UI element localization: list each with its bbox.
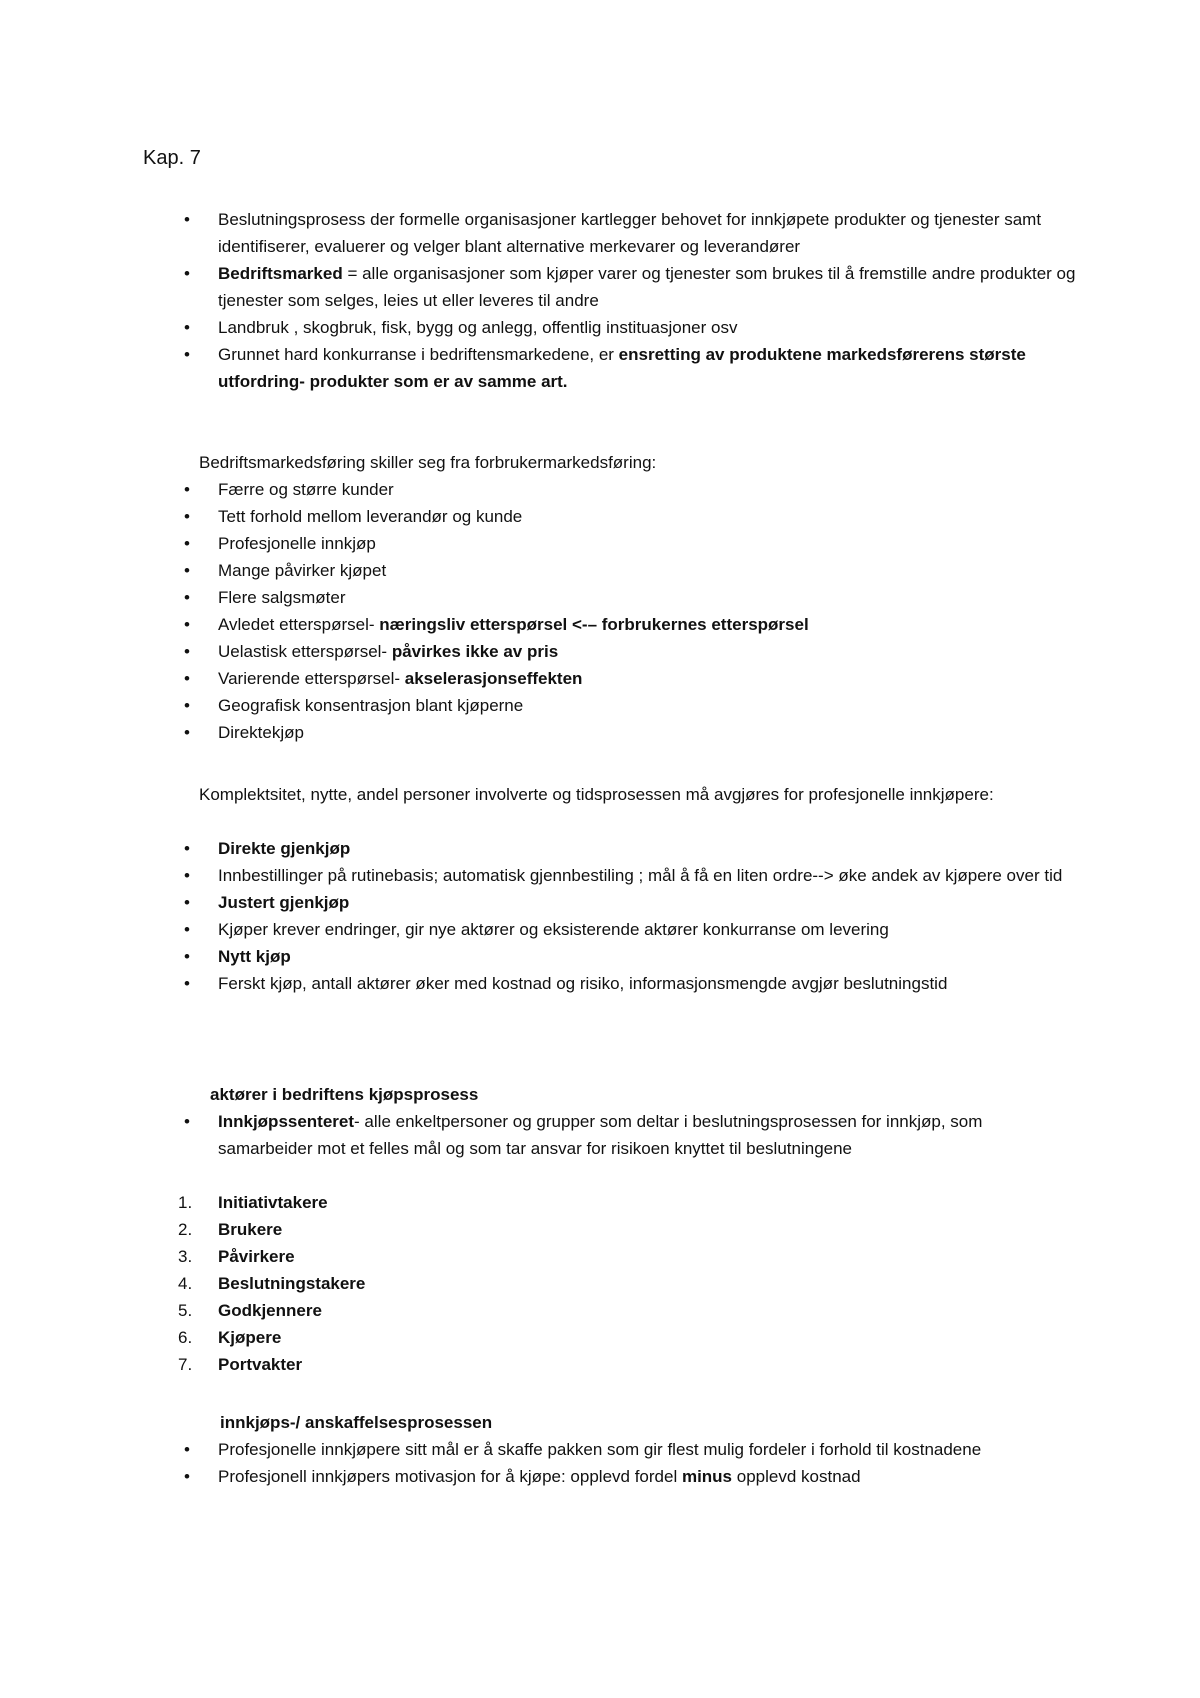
list-item-text: Bedriftsmarked xyxy=(218,264,343,283)
list-item-text: Profesjonelle innkjøpere sitt mål er å skaffe pakken som gir flest mulig fordeler i forhold til kostnadene xyxy=(218,1440,982,1459)
bullet-list-differences xyxy=(0,476,1078,746)
bullet-icon: • xyxy=(184,588,190,607)
bullet-icon: • xyxy=(184,210,190,229)
numbered-item-text: Kjøpere xyxy=(218,1328,282,1347)
numbered-item-text: Beslutningstakere xyxy=(218,1274,366,1293)
list-item xyxy=(0,314,1078,341)
list-item-text: Mange påvirker kjøpet xyxy=(218,561,387,580)
list-item xyxy=(0,530,1078,557)
bullet-icon: • xyxy=(184,669,190,688)
section-intro-buying-situations: Komplektsitet, nytte, andel personer involverte og tidsprosessen må avgjøres for profesjonelle innkjøpere: xyxy=(199,785,994,804)
list-item-text: Direktekjøp xyxy=(218,723,304,742)
list-item-text: Landbruk , skogbruk, fisk, bygg og anlegg, offentlig instituasjoner osv xyxy=(218,318,738,337)
list-item-text: Varierende etterspørsel- xyxy=(218,669,405,688)
list-item xyxy=(0,916,1078,943)
bullet-icon: • xyxy=(184,893,190,912)
numbered-list-roles xyxy=(0,1189,1078,1378)
list-item-text: Geografisk konsentrasjon blant kjøperne xyxy=(218,696,524,715)
list-item-text: Uelastisk etterspørsel- xyxy=(218,642,392,661)
list-item xyxy=(0,1436,1078,1463)
list-item xyxy=(0,557,1078,584)
list-item-text: Innbestillinger på rutinebasis; automatisk gjennbestiling ; mål å få en liten ordre--> øke andek av kjøpere over tid xyxy=(218,866,1063,885)
list-item xyxy=(0,1108,1078,1162)
numbered-item-text: Portvakter xyxy=(218,1355,303,1374)
numbered-item xyxy=(0,1297,1078,1324)
bullet-icon: • xyxy=(184,534,190,553)
bullet-icon: • xyxy=(184,920,190,939)
list-item xyxy=(0,970,1078,997)
list-item xyxy=(0,584,1078,611)
list-item-text: Profesjonelle innkjøp xyxy=(218,534,376,553)
bullet-icon: • xyxy=(184,507,190,526)
bullet-icon: • xyxy=(184,480,190,499)
section-heading-actors: aktører i bedriftens kjøpsprosess xyxy=(210,1085,479,1104)
bullet-icon: • xyxy=(184,264,190,283)
list-item-text: påvirkes ikke av pris xyxy=(391,642,559,661)
item-number: 5. xyxy=(178,1301,193,1320)
item-number: 4. xyxy=(178,1274,193,1293)
list-item-text: Beslutningsprosess der formelle organisasjoner kartlegger behovet for innkjøpete produkter og tjenester samt identifiserer, evaluerer og velger blant alternative merkevarer og leverandører xyxy=(218,210,1042,256)
list-item-text: Direkte gjenkjøp xyxy=(218,839,351,858)
list-item xyxy=(0,835,1078,862)
list-item xyxy=(0,476,1078,503)
list-item xyxy=(0,719,1078,746)
numbered-item xyxy=(0,1243,1078,1270)
bullet-list-definitions xyxy=(0,206,1078,395)
bullet-icon: • xyxy=(184,1112,190,1131)
list-item-text: Justert gjenkjøp xyxy=(218,893,350,912)
bullet-icon: • xyxy=(184,345,190,364)
bullet-list-buying-center xyxy=(0,1108,1078,1162)
bullet-list-buying-situations xyxy=(0,835,1078,997)
list-item-text: minus xyxy=(681,1467,733,1486)
item-number: 7. xyxy=(178,1355,193,1374)
list-item xyxy=(0,692,1078,719)
list-item xyxy=(0,611,1078,638)
section-heading-procurement: innkjøps-/ anskaffelsesprosessen xyxy=(220,1413,493,1432)
numbered-item-text: Godkjennere xyxy=(218,1301,322,1320)
list-item xyxy=(0,341,1078,395)
list-item-text: opplevd kostnad xyxy=(732,1467,861,1486)
list-item-text: Profesjonell innkjøpers motivasjon for å kjøpe: opplevd fordel xyxy=(218,1467,682,1486)
list-item-text: Færre og større kunder xyxy=(218,480,394,499)
list-item-text: Nytt kjøp xyxy=(218,947,291,966)
bullet-icon: • xyxy=(184,318,190,337)
list-item-text: Innkjøpssenteret xyxy=(218,1112,355,1131)
list-item xyxy=(0,665,1078,692)
numbered-item-text: Brukere xyxy=(218,1220,283,1239)
bullet-icon: • xyxy=(184,866,190,885)
numbered-item xyxy=(0,1189,1078,1216)
bullet-icon: • xyxy=(184,839,190,858)
list-item xyxy=(0,638,1078,665)
numbered-item-text: Påvirkere xyxy=(218,1247,295,1266)
list-item xyxy=(0,206,1078,260)
numbered-item-text: Initiativtakere xyxy=(218,1193,328,1212)
page-title: Kap. 7 xyxy=(143,147,201,169)
list-item-text: ensretting av produktene markedsførerens største utfordring- produkter som er av samme art. xyxy=(218,345,1026,391)
item-number: 1. xyxy=(178,1193,193,1212)
numbered-item xyxy=(0,1351,1078,1378)
list-item-text: Grunnet hard konkurranse i bedriftensmarkedene, er xyxy=(218,345,619,364)
list-item-text: = alle organisasjoner som kjøper varer og tjenester som brukes til å fremstille andre produkter og tjenester som selges, leies ut eller leveres til andre xyxy=(218,264,1076,310)
list-item-text: Kjøper krever endringer, gir nye aktører og eksisterende aktører konkurranse om levering xyxy=(218,920,889,939)
list-item xyxy=(0,943,1078,970)
section-intro-business-marketing: Bedriftsmarkedsføring skiller seg fra forbrukermarkedsføring: xyxy=(199,453,657,472)
list-item xyxy=(0,862,1078,889)
bullet-icon: • xyxy=(184,947,190,966)
list-item-text: næringsliv etterspørsel <-– forbrukernes etterspørsel xyxy=(379,615,809,634)
bullet-list-procurement xyxy=(0,1436,1078,1490)
bullet-icon: • xyxy=(184,561,190,580)
bullet-icon: • xyxy=(184,615,190,634)
list-item-text: - alle enkeltpersoner og grupper som deltar i beslutningsprosessen for innkjøp, som samarbeider mot et felles mål og som tar ansvar for risikoen knyttet til beslutningene xyxy=(218,1112,983,1158)
bullet-icon: • xyxy=(184,642,190,661)
bullet-icon: • xyxy=(184,1467,190,1486)
item-number: 6. xyxy=(178,1328,193,1347)
bullet-icon: • xyxy=(184,696,190,715)
numbered-item xyxy=(0,1270,1078,1297)
numbered-item xyxy=(0,1216,1078,1243)
item-number: 3. xyxy=(178,1247,193,1266)
list-item-text: akselerasjonseffekten xyxy=(404,669,583,688)
list-item-text: Avledet etterspørsel- xyxy=(218,615,380,634)
bullet-icon: • xyxy=(184,974,190,993)
list-item xyxy=(0,503,1078,530)
list-item xyxy=(0,260,1078,314)
list-item-text: Flere salgsmøter xyxy=(218,588,346,607)
numbered-item xyxy=(0,1324,1078,1351)
bullet-icon: • xyxy=(184,723,190,742)
list-item-text: Ferskt kjøp, antall aktører øker med kostnad og risiko, informasjonsmengde avgjør beslutningstid xyxy=(218,974,948,993)
item-number: 2. xyxy=(178,1220,193,1239)
bullet-icon: • xyxy=(184,1440,190,1459)
list-item xyxy=(0,1463,1078,1490)
list-item xyxy=(0,889,1078,916)
list-item-text: Tett forhold mellom leverandør og kunde xyxy=(218,507,523,526)
